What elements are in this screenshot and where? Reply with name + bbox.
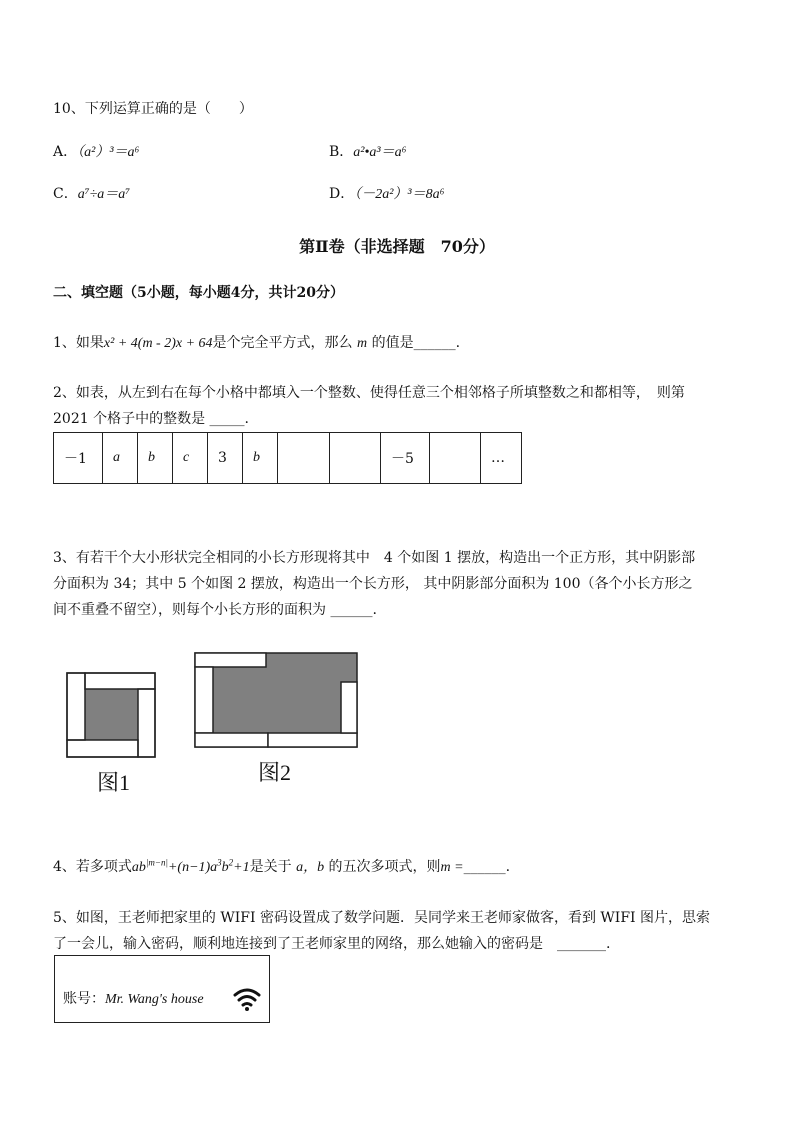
table-cell: b	[138, 433, 173, 484]
q10-option-c	[53, 185, 130, 204]
q3-line1: 3、有若干个大小形状完全相同的小长方形现将其中 4 个如图 1 摆放，构造出一个正方形，其中阴影部	[53, 550, 696, 566]
option-expr: a⁷÷a＝a⁷	[77, 187, 131, 202]
table-cell	[430, 433, 481, 484]
q4-blank: ______.	[463, 859, 511, 875]
figure-2-label: 图2	[258, 760, 292, 785]
q1-variable: m	[357, 336, 368, 351]
figure-1	[66, 672, 158, 760]
q1	[53, 334, 460, 353]
sequence-table	[53, 432, 522, 484]
q2-line1: 2、如表，从左到右在每个小格中都填入一个整数、使得任意三个相邻格子所填整数之和都相等， 则第	[53, 385, 685, 401]
option-expr: （－2a²）³＝8a⁶	[354, 187, 445, 202]
wifi-account	[63, 990, 204, 1009]
figure-2	[194, 652, 360, 750]
figure-1-label: 图1	[97, 770, 131, 795]
option-expr: （a²）³＝a⁶	[77, 145, 140, 160]
q1-expression: x² + 4(m - 2)x + 64	[103, 336, 213, 351]
q4-ask: m =	[440, 860, 464, 875]
table-cell: －1	[54, 433, 103, 484]
table-cell: c	[173, 433, 208, 484]
q5-line1: 5、如图，王老师把家里的 WIFI 密码设置成了数学问题．吴同学来王老师家做客，看到 WIFI 图片，思索	[53, 910, 711, 926]
q2-line2: 2021 个格子中的整数是 _____.	[53, 411, 249, 427]
part2-heading: 二、填空题（5小题，每小题4分，共计20分）	[53, 285, 344, 301]
option-label: C．	[53, 186, 78, 202]
q10-option-a	[53, 143, 139, 162]
table-cell: a	[103, 433, 138, 484]
option-expr: a²•a³＝a⁶	[353, 145, 407, 160]
table-row	[54, 433, 522, 484]
account-label: 账号：	[63, 991, 105, 1007]
option-label: A．	[53, 144, 78, 160]
option-label: B．	[329, 144, 354, 160]
wifi-icon	[233, 986, 261, 1012]
wifi-card	[54, 955, 270, 1023]
q1-suffix: 是个完全平方式，那么	[212, 335, 353, 351]
table-cell	[330, 433, 381, 484]
q10-option-d	[329, 185, 445, 204]
option-label: D．	[329, 186, 355, 202]
q10-stem: 10、下列运算正确的是（ ）	[53, 101, 253, 117]
q3-line2: 分面积为 34；其中 5 个如图 2 摆放，构造出一个长方形， 其中阴影部分面积为 100（各个小长方形之	[53, 576, 693, 592]
q4-vars: a，b	[296, 860, 325, 875]
section-title: 第Ⅱ卷（非选择题 70分）	[299, 237, 495, 256]
table-cell	[278, 433, 330, 484]
q4	[53, 858, 510, 877]
table-cell: 3	[208, 433, 243, 484]
q4-expression: $ab^{|m-n|}+(n-1)a^3b^2+1$	[131, 857, 250, 875]
q3-line3: 间不重叠不留空），则每个小长方形的面积为 ______.	[53, 602, 377, 618]
q4-prefix: 4、若多项式	[53, 859, 132, 875]
q1-tail: 的值是______.	[371, 335, 461, 351]
table-cell: b	[243, 433, 278, 484]
table-cell: …	[481, 433, 522, 484]
q1-prefix: 1、如果	[53, 335, 104, 351]
q4-mid: 是关于	[249, 859, 292, 875]
q4-suffix: 的五次多项式，则	[328, 859, 441, 875]
account-value: Mr. Wang's house	[105, 992, 204, 1007]
table-cell: －5	[381, 433, 430, 484]
q10-option-b	[329, 143, 406, 162]
q5-line2: 了一会儿，输入密码，顺利地连接到了王老师家里的网络，那么她输入的密码是 _______.	[53, 936, 611, 952]
